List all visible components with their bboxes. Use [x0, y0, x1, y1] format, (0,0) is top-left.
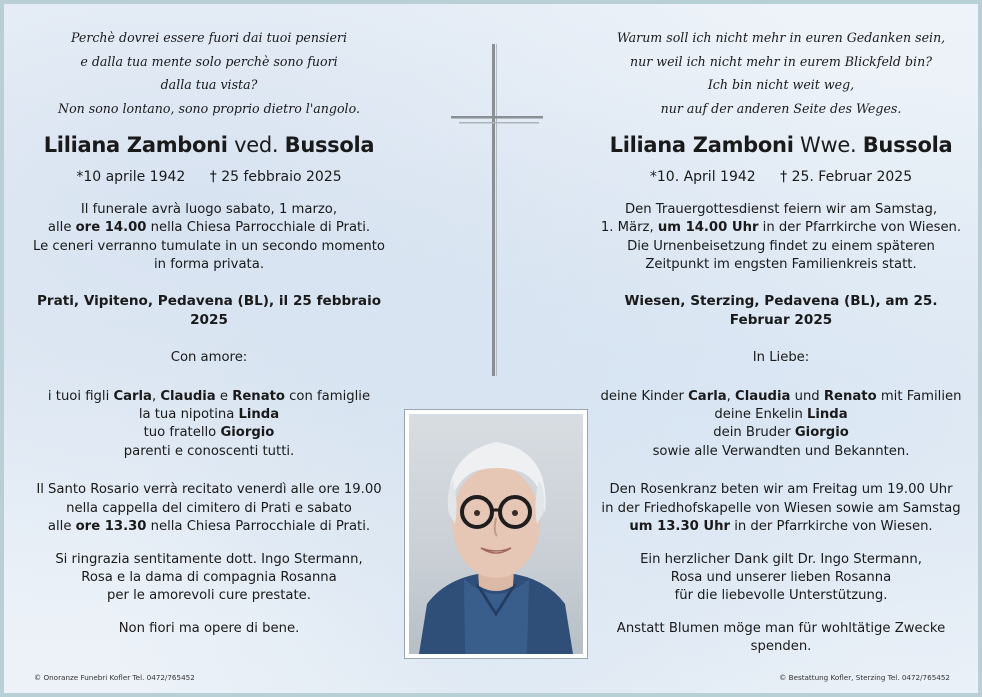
name: Linda — [238, 407, 280, 423]
portrait-frame — [404, 409, 588, 659]
text-line: Rosa e la dama di compagnia Rosanna — [81, 569, 337, 585]
name-first: Liliana Zamboni — [609, 133, 794, 157]
deceased-name — [596, 133, 966, 157]
footer-german: © Bestattung Kofler, Sterzing Tel. 0472/765452 — [779, 673, 950, 682]
text-line: Den Trauergottesdienst feiern wir am Samstag, — [624, 201, 938, 217]
text: i tuoi figli — [47, 388, 114, 404]
portrait-illustration — [409, 414, 583, 654]
name-last: Bussola — [284, 133, 375, 157]
text: in der Pfarrkirche von Wiesen. — [758, 220, 962, 236]
poem-line: dalla tua vista? — [160, 77, 258, 92]
text: alle — [47, 220, 76, 236]
name-mid: Wwe. — [799, 133, 857, 157]
text-line: nella cappella del cimitero di Prati e sabato — [66, 500, 352, 516]
text-line — [596, 518, 966, 536]
text: nella Chiesa Parrocchiale di Prati. — [146, 519, 371, 535]
text-line: parenti e conoscenti tutti. — [123, 443, 295, 459]
cross-icon — [447, 44, 547, 376]
text-line — [596, 219, 966, 237]
name: Renato — [232, 388, 285, 404]
text: deine Enkelin — [714, 407, 807, 423]
text-line: sowie alle Verwandten und Bekannten. — [652, 443, 910, 459]
text: nella Chiesa Parrocchiale di Prati. — [146, 220, 371, 236]
text: e — [215, 388, 233, 404]
text: mit Familien — [876, 388, 962, 404]
thanks-info — [24, 551, 394, 606]
text: tuo fratello — [143, 425, 221, 441]
text-line — [596, 388, 966, 406]
flowers-note: Non fiori ma opere di bene. — [118, 620, 300, 636]
birth-date: *10 aprile 1942 — [76, 169, 186, 186]
text-line: per le amorevoli cure prestate. — [107, 588, 311, 604]
death-date: † 25. Februar 2025 — [780, 169, 913, 186]
text-line — [24, 518, 394, 536]
text-line: Die Urnenbeisetzung findet zu einem späteren — [627, 238, 935, 254]
poem-line: Ich bin nicht weit weg, — [707, 77, 855, 92]
text-line: Anstatt Blumen möge man für wohltätige Zwecke — [616, 620, 946, 636]
name-last: Bussola — [862, 133, 953, 157]
flowers-note — [596, 620, 966, 657]
life-dates — [596, 168, 966, 186]
rosary-time: ore 13.30 — [75, 519, 147, 535]
name: Claudia — [735, 388, 791, 404]
family-list — [24, 388, 394, 462]
name-first: Liliana Zamboni — [43, 133, 228, 157]
text: in der Pfarrkirche von Wiesen. — [730, 519, 933, 535]
rosary-info — [24, 481, 394, 536]
text-line — [24, 424, 394, 442]
text-line: Le ceneri verranno tumulate in un secondo momento — [33, 238, 385, 254]
funeral-info — [596, 201, 966, 275]
text-line — [24, 219, 394, 237]
text-line — [24, 388, 394, 406]
text-line: in der Friedhofskapelle von Wiesen sowie am Samstag — [601, 500, 961, 516]
text: 1. März, — [600, 220, 658, 236]
text: deine Kinder — [600, 388, 689, 404]
text-line: in forma privata. — [153, 257, 265, 273]
text: la tua nipotina — [138, 407, 239, 423]
text-line: Rosa und unserer lieben Rosanna — [670, 569, 892, 585]
rosary-info — [596, 481, 966, 536]
deceased-name — [24, 133, 394, 157]
italian-poem — [24, 26, 394, 120]
funeral-time: ore 14.00 — [75, 220, 147, 236]
death-date: † 25 febbraio 2025 — [209, 169, 342, 186]
name: Carla — [688, 388, 727, 404]
name-mid: ved. — [234, 133, 279, 157]
text-line: Zeitpunkt im engsten Familienkreis statt. — [645, 257, 917, 273]
text-line: für die liebevolle Unterstützung. — [674, 588, 888, 604]
german-column — [596, 26, 966, 657]
with-love: In Liebe: — [752, 350, 810, 366]
poem-line: Non sono lontano, sono proprio dietro l'angolo. — [58, 100, 360, 116]
with-love: Con amore: — [170, 350, 248, 366]
footer-italian: © Onoranze Funebri Kofler Tel. 0472/765452 — [34, 673, 195, 682]
text-line: Ein herzlicher Dank gilt Dr. Ingo Stermann, — [640, 551, 922, 567]
place-date: Prati, Vipiteno, Pedavena (BL), il 25 febbraio 2025 — [36, 293, 382, 328]
poem-line: Warum soll ich nicht mehr in euren Gedanken sein, — [616, 30, 946, 45]
text: und — [790, 388, 824, 404]
text: , — [726, 388, 736, 404]
text-line — [596, 406, 966, 424]
text: con famiglie — [284, 388, 371, 404]
name: Giorgio — [794, 425, 849, 441]
text: , — [151, 388, 161, 404]
text-line: Den Rosenkranz beten wir am Freitag um 19.00 Uhr — [609, 482, 953, 498]
rosary-time: um 13.30 Uhr — [629, 519, 730, 535]
funeral-info — [24, 201, 394, 275]
portrait-photo — [409, 414, 583, 654]
text-line: spenden. — [750, 639, 812, 655]
text-line — [24, 406, 394, 424]
poem-line: e dalla tua mente solo perchè sono fuori — [80, 53, 338, 69]
poem-line: nur auf der anderen Seite des Weges. — [660, 100, 902, 116]
italian-column — [24, 26, 394, 638]
name: Giorgio — [220, 425, 275, 441]
text: alle — [47, 519, 76, 535]
german-poem — [596, 26, 966, 120]
poem-line: nur weil ich nicht mehr in eurem Blickfeld bin? — [630, 53, 932, 69]
thanks-info — [596, 551, 966, 606]
life-dates — [24, 168, 394, 186]
place-date: Wiesen, Sterzing, Pedavena (BL), am 25. Februar 2025 — [624, 293, 938, 328]
birth-date: *10. April 1942 — [649, 169, 756, 186]
text-line: Si ringrazia sentitamente dott. Ingo Stermann, — [55, 551, 363, 567]
name: Claudia — [160, 388, 216, 404]
family-list — [596, 388, 966, 462]
text-line — [596, 424, 966, 442]
text-line: Il Santo Rosario verrà recitato venerdì alle ore 19.00 — [36, 482, 382, 498]
name: Carla — [113, 388, 152, 404]
text: dein Bruder — [713, 425, 795, 441]
funeral-time: um 14.00 Uhr — [657, 220, 759, 236]
name: Linda — [807, 407, 848, 423]
text-line: Il funerale avrà luogo sabato, 1 marzo, — [80, 201, 338, 217]
name: Renato — [823, 388, 877, 404]
poem-line: Perchè dovrei essere fuori dai tuoi pensieri — [71, 30, 347, 45]
